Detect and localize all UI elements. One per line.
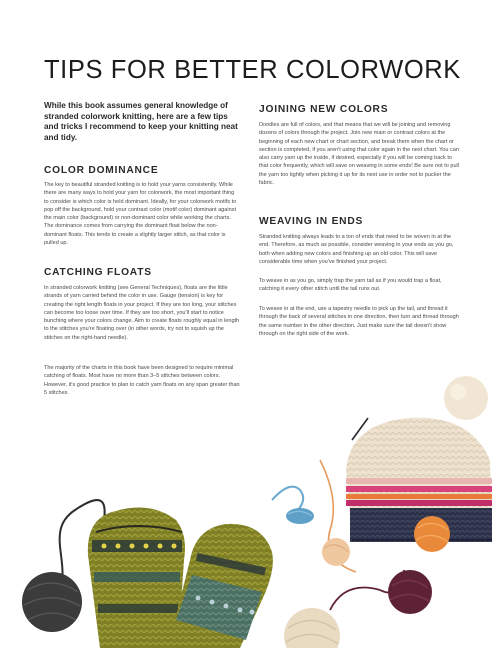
peach-yarn-ball — [322, 538, 350, 566]
pompom — [444, 376, 488, 420]
intro-text: While this book assumes general knowledge of stranded colorwork knitting, here are a few tips and tricks I recommend to keep your knitting neat and tidy. — [44, 101, 238, 142]
joining-new-colors-text: Doodles are full of colors, and that means that we will be joining and removing dozens of colors through the project. Join new main or contrast colors at the beginning of each new chart or chart section, and break them when the chart or section is completed, if you aren't using that color again in the next chart. You can also carry yarn up the inside, if desired, especially if you will be coming back to that color frequently, which will save on weaving in some ends! Be sure not to pull the yarn too tightly when picking it up for its next use in order not to pucker the fabric. — [259, 122, 459, 187]
weaving-in-ends-text-3: To weave in at the end, use a tapestry needle to pick up the tail, and thread it through the back of several stitches in one direction, then turn and thread through the same number in the other direction. Just make sure the tail doesn't show through on the right side of the work. — [259, 306, 459, 337]
tapestry-needle — [352, 418, 368, 440]
heading-color-dominance: COLOR DOMINANCE — [44, 165, 159, 176]
olive-mitten — [88, 508, 185, 648]
weaving-in-ends-text-2: To weave in as you go, simply trap the yarn tail as if you would trap a float, catching it every other stitch until the tail runs out. — [259, 278, 442, 293]
charcoal-yarn-ball — [22, 500, 105, 632]
heading-weaving-in-ends: WEAVING IN ENDS — [259, 216, 364, 227]
heading-joining-new-colors: JOINING NEW COLORS — [259, 104, 389, 115]
striped-beanie — [346, 418, 492, 542]
blue-yarn-bundle — [272, 487, 314, 524]
page-title: TIPS FOR BETTER COLORWORK — [44, 56, 461, 84]
teal-mitten — [168, 524, 273, 648]
plum-yarn-ball — [330, 570, 432, 614]
cream-yarn-ball — [284, 608, 340, 648]
orange-yarn-strand — [320, 460, 356, 572]
catching-floats-text-1: In stranded colorwork knitting (see General Techniques), floats are the little strands of yarn carried behind the color in use. Gauge (tension) is key for creating the right length floats in your project. If they are too long, your stitches can become too loose over time. If they are too short, you'll start to notice bunching where your colors change. Aim to create floats roughly equal in length to the stitches you're floating over (in other words, try not to squish up the stitches on the right-hand needle). — [44, 285, 240, 341]
catching-floats-text-2: The majority of the charts in this book have been designed to require minimal catching of floats. Most have no more than 3–5 stitches between colors. However, it's good practice to plan to catch yarn floats on any span greater than 5 stitches. — [44, 365, 240, 396]
heading-catching-floats: CATCHING FLOATS — [44, 267, 152, 278]
weaving-in-ends-text-1: Stranded knitting always leads to a ton of ends that need to be woven in at the end. Therefore, as much as possible, consider weaving in your ends as you go, both when adding new colors and finishing up an old color. This will save considerable time when you've finished your project. — [259, 234, 454, 265]
color-dominance-text: The key to beautiful stranded knitting is to hold your yarns consistently. While there are many ways to hold your yarn for colorwork, the most important thing to consider is which color is held dominant. Ideally, for your colorwork motifs to pop off the background, hold your contrast color (motif color) dominant against the main color (background) or non-dominant color while working the charts. The dominance comes from carrying the dominant float below the non-dominant floats. This tends to create a slightly larger stitch, as that color is pulled up. — [44, 182, 237, 247]
orange-yarn-ball — [414, 516, 450, 552]
